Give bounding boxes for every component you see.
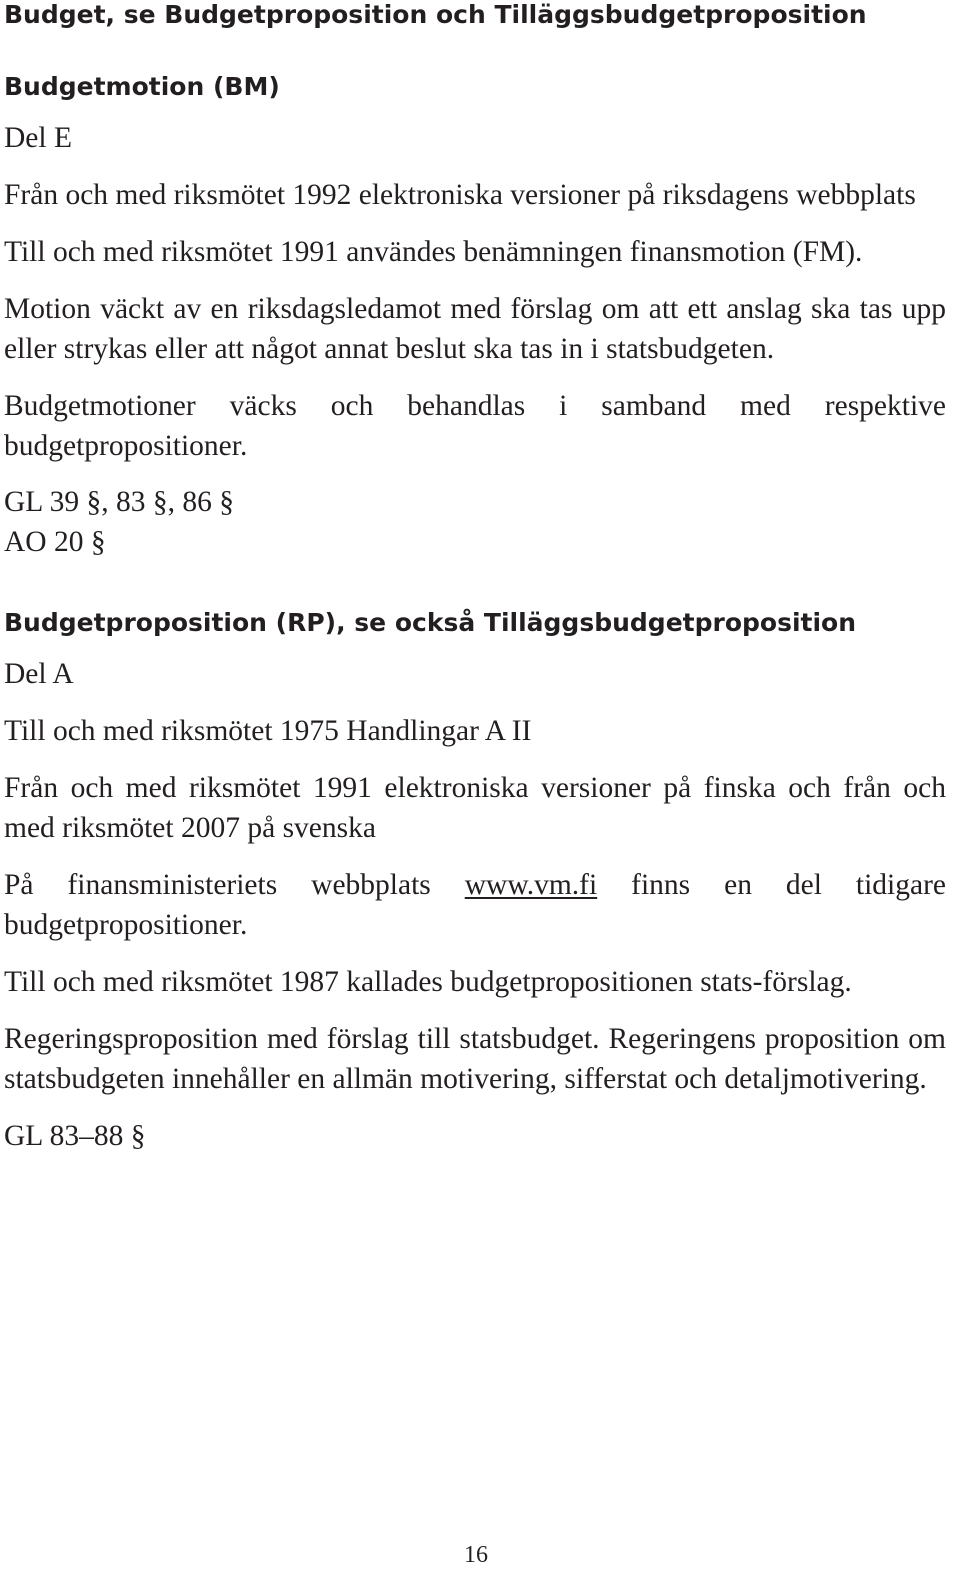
budgetmotion-definition: Motion väckt av en riksdagsledamot med förslag om att ett anslag ska tas upp eller strykas eller att något annat beslut ska tas in i statsbudgeten.: [4, 293, 946, 365]
budgetproposition-website: [4, 865, 946, 945]
budgetmotion-heading: Budgetmotion (BM): [4, 72, 280, 101]
top-heading: Budget, se Budgetproposition och Tilläggsbudgetproposition: [4, 0, 867, 29]
budgetproposition-former-name: Till och med riksmötet 1987 kallades budgetpropositionen stats-förslag.: [4, 966, 852, 998]
website-text-after: finns en del tidigare budgetpropositioner.: [4, 869, 947, 941]
budgetmotion-ref-ao: AO 20 §: [4, 526, 106, 558]
website-link[interactable]: www.vm.fi: [464, 869, 598, 901]
budgetmotion-references: [4, 482, 946, 562]
budgetproposition-heading: Budgetproposition (RP), se också Tilläggsbudgetproposition: [4, 608, 857, 637]
budgetmotion-former-name: Till och med riksmötet 1991 användes benämningen finansmotion (FM).: [4, 236, 863, 268]
budgetproposition-electronic: Från och med riksmötet 1991 elektroniska versioner på finska och från och med riksmötet 2007 på svenska: [4, 772, 946, 844]
document-page: [4, 0, 946, 1156]
budgetmotion-electronic: Från och med riksmötet 1992 elektroniska versioner på riksdagens webbplats: [4, 179, 916, 211]
budgetmotion-handling: Budgetmotioner väcks och behandlas i samband med respektive budgetpropositioner.: [4, 390, 946, 462]
page-number: 16: [464, 1542, 488, 1568]
budgetmotion-ref-gl: GL 39 §, 83 §, 86 §: [4, 486, 234, 518]
website-text-before: På finansministeriets webbplats: [4, 869, 465, 901]
budgetproposition-ref-gl: GL 83–88 §: [4, 1120, 146, 1152]
budgetproposition-handlingar: Till och med riksmötet 1975 Handlingar A II: [4, 715, 532, 747]
budgetproposition-definition: Regeringsproposition med förslag till statsbudget. Regeringens proposition om statsbudgeten innehåller en allmän motivering, sifferstat och detaljmotivering.: [4, 1023, 946, 1095]
budgetproposition-del: Del A: [4, 658, 74, 690]
budgetmotion-del: Del E: [4, 122, 72, 154]
